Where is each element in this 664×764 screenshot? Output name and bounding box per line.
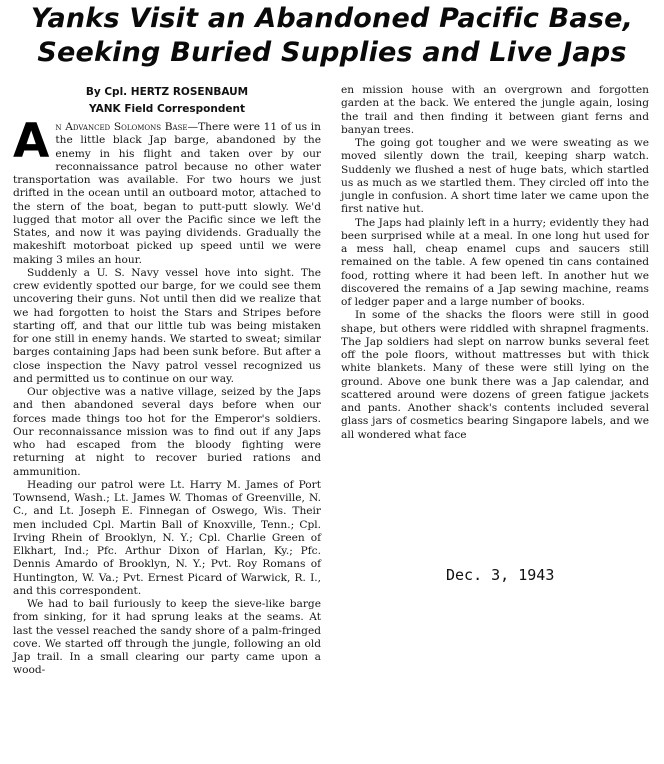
article-paragraph: Our objective was a native village, seized by the Japs and then abandoned several days before when our forces made things too hot for the Emperor's soldiers. Our reconnaissance mission was to find out if any Japs who had escaped from the bloody fighting were returning at night to recover buried rations and ammunition. <box>13 386 321 478</box>
drop-cap: A <box>13 114 50 169</box>
article-paragraph: Suddenly a U. S. Navy vessel hove into sight. The crew evidently spotted our barge, for we could see them uncovering their guns. Not until then did we realize that we had forgotten to hoist the Stars and Stripes before starting off, and that our little tub was being mistaken for one still in enemy hands. We started to sweat; similar barges containing Japs had been sunk before. But after a close inspection the Navy patrol vessel recognized us and permitted us to continue on our way. <box>13 266 321 385</box>
article-paragraph: The Japs had plainly left in a hurry; evidently they had been surprised while at a meal. In one long hut used for a mess hall, cheap enamel cups and saucers still remained on the table. A few opened tin cans contained food, rotting where it had been left. In another hut we discovered the remains of a Jap sewing machine, reams of ledger paper and a large number of books. <box>341 216 649 308</box>
article-paragraph: In some of the shacks the floors were still in good shape, but others were riddled with shrapnel fragments. The Jap soldiers had slept on narrow bunks several feet off the pole floors, without mattresses but with thick white blankets. Many of these were still lying on the ground. Above one bunk there was a Jap calendar, and scattered around were dozens of green fatigue jackets and pants. Another shack's contents included several glass jars of cosmetics bearing Singapore labels, and we all wondered what face <box>341 309 649 441</box>
byline <box>13 84 321 118</box>
dateline-location: n Advanced Solomons Base <box>55 121 188 133</box>
headline-line-1: Yanks Visit an Abandoned Pacific Base, <box>30 3 634 34</box>
right-column <box>341 84 649 442</box>
headline-line-2: Seeking Buried Supplies and Live Japs <box>37 37 627 68</box>
article-paragraph <box>13 114 321 267</box>
headline <box>0 2 664 70</box>
article-paragraph: Heading our patrol were Lt. Harry M. James of Port Townsend, Wash.; Lt. James W. Thomas of Greenville, N. C., and Lt. Joseph E. Finnegan of Oswego, Wis. Their men included Cpl. Martin Ball of Knoxville, Tenn.; Cpl. Irving Rhein of Brooklyn, N. Y.; Cpl. Charlie Green of Elkhart, Ind.; Pfc. Arthur Dixon of Harlan, Ky.; Pfc. Dennis Amardo of Brooklyn, N. Y.; Pvt. Roy Romans of Huntington, W. Va.; Pvt. Ernest Picard of Warwick, R. I., and this correspondent. <box>13 478 321 597</box>
byline-author: By Cpl. HERTZ ROSENBAUM <box>85 86 249 98</box>
article-paragraph: We had to bail furiously to keep the sieve-like barge from sinking, for it had sprung leaks at the seams. At last the vessel reached the sandy shore of a palm-fringed cove. We started off through the jungle, following an old Jap trail. In a small clearing our party came upon a wood- <box>13 598 321 677</box>
byline-role: YANK Field Correspondent <box>89 103 245 115</box>
publication-date: Dec. 3, 1943 <box>446 566 555 584</box>
left-column <box>13 84 321 678</box>
article-paragraph: en mission house with an overgrown and forgotten garden at the back. We entered the jungle again, losing the trail and then finding it between giant ferns and banyan trees. <box>341 84 649 136</box>
article-paragraph: The going got tougher and we were sweating as we moved silently down the trail, keeping sharp watch. Suddenly we flushed a nest of huge bats, which startled us as much as we startled them. They circled off into the jungle in confusion. A short time later we came upon the first native hut. <box>341 137 649 216</box>
paragraph-text: —There were 11 of us in the little black Jap barge, abandoned by the enemy in his flight and taken over by our reconnaissance patrol because no other water transportation was available. For two hours we just drifted in the ocean until an outboard motor, attached to the stern of the boat, began to putt-putt slowly. We'd lugged that motor all over the Pacific since we left the States, and now it was paying dividends. Gradually the makeshift motorboat picked up speed until we were making 3 miles an hour. <box>13 121 321 266</box>
